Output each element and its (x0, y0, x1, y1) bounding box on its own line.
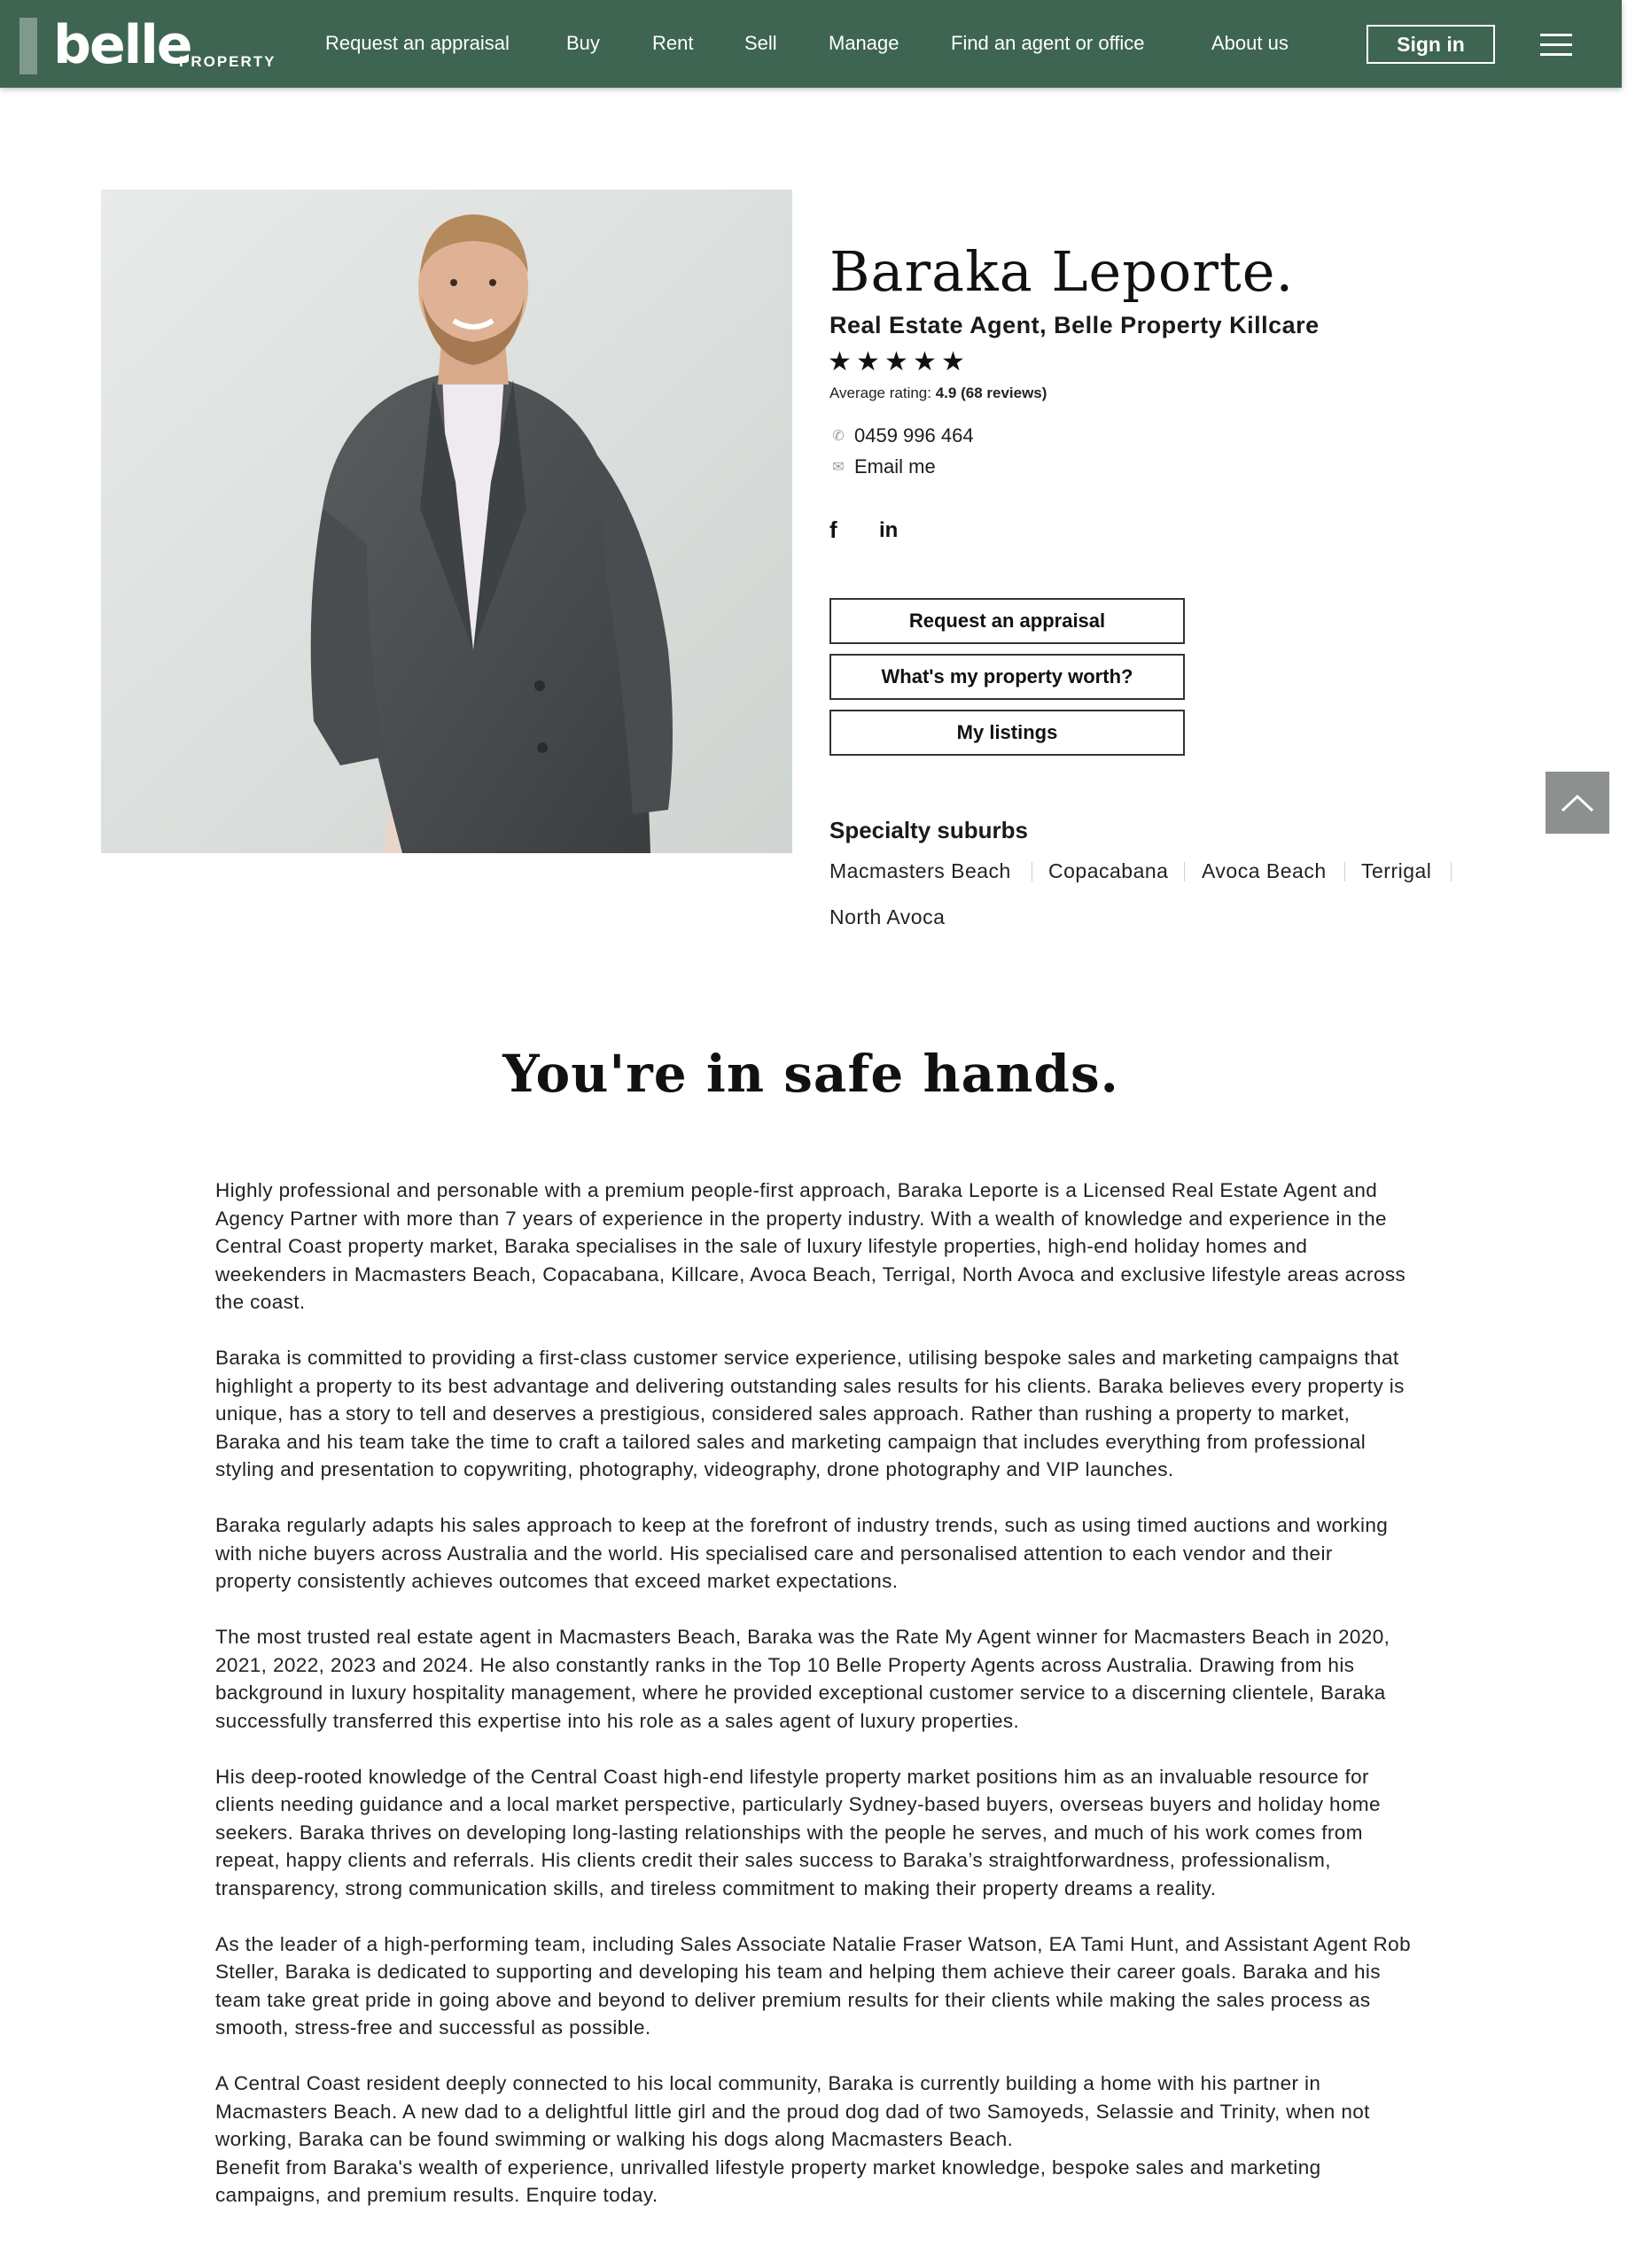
my-listings-button[interactable]: My listings (829, 710, 1185, 756)
phone-number[interactable]: 0459 996 464 (854, 424, 974, 447)
rating-label: Average rating: (829, 384, 931, 401)
nav-sell[interactable]: Sell (744, 32, 777, 54)
email-link[interactable]: Email me (854, 455, 936, 478)
bio-paragraph: The most trusted real estate agent in Macmasters Beach, Baraka was the Rate My Agent winner for Macmasters Beach in 2020, 2021, 2022, 2023 and 2024. He also constantly ranks in the Top 10 Belle Property Agents across Australia. Drawing from his background in luxury hospitality management, where he provided exceptional customer service to a discerning clientele, Baraka successfully transferred this expertise into his role as a sales agent of luxury properties. (215, 1626, 1390, 1732)
suburb-link[interactable]: Macmasters Beach (829, 859, 1011, 882)
specialty-suburbs-title: Specialty suburbs (829, 817, 1028, 843)
agent-name: Baraka Leporte. (829, 239, 1295, 304)
phone-icon: ✆ (832, 429, 845, 444)
divider (1344, 862, 1345, 882)
agent-role: Real Estate Agent, Belle Property Killcare (829, 312, 1320, 338)
bio-paragraph: His deep-rooted knowledge of the Central Coast high-end lifestyle property market positions him as an invaluable resource for clients needing guidance and a local market perspective, particularly Sydney-based buyers, overseas buyers and holiday home seekers. Baraka thrives on developing long-lasting relationships with the people he serves, and much of his work comes from repeat, happy clients and referrals. His clients credit their sales success to Baraka’s straightforwardness, professionalism, transparency, strong communication skills, and tireless commitment to making their property dreams a reality. (215, 1765, 1381, 1899)
section-headline: You're in safe hands. (502, 1044, 1119, 1104)
bio-paragraph: Baraka is committed to providing a first-class customer service experience, utilising bespoke sales and marketing campaigns that highlight a property to its best advantage and delivering outstanding sales results for his clients. Baraka believes every property is unique, has a story to tell and deserves a prestigious, considered sales approach. Rather than rushing a property to market, Baraka and his team take the time to craft a tailored sales and marketing campaign that includes everything from professional styling and presentation to copywriting, photography, videography, drone photography and VIP launches. (215, 1347, 1405, 1480)
star-icon: ★ (856, 347, 880, 377)
logo[interactable]: belle (53, 14, 191, 76)
suburb-link[interactable]: Copacabana (1048, 859, 1169, 882)
logo-subtitle[interactable]: PROPERTY (179, 53, 276, 70)
star-icon: ★ (884, 347, 908, 377)
agent-portrait-illustration (101, 190, 792, 853)
star-icon: ★ (941, 347, 965, 377)
site-header (0, 0, 1622, 88)
nav-rent[interactable]: Rent (652, 32, 694, 54)
email-contact[interactable] (829, 455, 936, 478)
phone-contact[interactable] (829, 424, 974, 447)
facebook-icon[interactable]: f (829, 517, 837, 543)
nav-buy[interactable]: Buy (566, 32, 600, 54)
sign-in-button[interactable]: Sign in (1367, 25, 1495, 64)
rating-stars (828, 349, 968, 376)
bio-paragraph: As the leader of a high-performing team, including Sales Associate Natalie Fraser Watson, EA Tami Hunt, and Assistant Agent Rob Steller, Baraka is dedicated to supporting and developing his team and helping them achieve their career goals. Baraka and his team take great pride in going above and beyond to deliver premium results for their clients while making the sales process as smooth, stress-free and successful as possible. (215, 1932, 1411, 2039)
linkedin-icon[interactable]: in (879, 518, 899, 542)
suburb-link[interactable]: Terrigal (1361, 859, 1432, 882)
agent-photo (101, 190, 792, 853)
divider (1451, 862, 1452, 882)
envelope-icon: ✉ (832, 460, 845, 475)
nav-request-appraisal[interactable]: Request an appraisal (325, 32, 510, 54)
bio-paragraph: Baraka regularly adapts his sales approach to keep at the forefront of industry trends, such as using timed auctions and working with niche buyers across Australia and the world. His specialised care and personalised attention to each vendor and their property consistently achieves outcomes that exceed market expectations. (215, 1514, 1389, 1592)
bio-paragraph: A Central Coast resident deeply connected to his local community, Baraka is currently building a home with his partner in Macmasters Beach. A new dad to a delightful little girl and the proud dog dad of two Samoyeds, Selassie and Trinity, when not working, Baraka can be found swimming or walking his dogs along Macmasters Beach. (215, 2072, 1370, 2150)
divider (1184, 862, 1185, 882)
logo-mark[interactable] (19, 18, 37, 74)
request-appraisal-button[interactable]: Request an appraisal (829, 598, 1185, 644)
bio-paragraph: Highly professional and personable with a premium people-first approach, Baraka Leporte is a Licensed Real Estate Agent and Agency Partner with more than 7 years of experience in the property industry. With a wealth of knowledge and experience in the Central Coast property market, Baraka specialises in the sale of luxury lifestyle properties, high-end holiday homes and weekenders in Macmasters Beach, Copacabana, Killcare, Avoca Beach, Terrigal, North Avoca and exclusive lifestyle areas across the coast. (215, 1179, 1406, 1313)
chevron-up-icon (1560, 792, 1595, 813)
star-icon: ★ (828, 347, 852, 377)
suburb-link[interactable]: North Avoca (829, 905, 946, 928)
menu-icon[interactable] (1540, 34, 1572, 57)
property-worth-button[interactable]: What's my property worth? (829, 654, 1185, 700)
suburb-link[interactable]: Avoca Beach (1202, 859, 1327, 882)
agent-bio (215, 1177, 1413, 2210)
average-rating (829, 384, 1047, 402)
nav-about[interactable]: About us (1211, 32, 1289, 54)
rating-value: 4.9 (68 reviews) (935, 384, 1047, 401)
bio-paragraph: Benefit from Baraka's wealth of experience, unrivalled lifestyle property market knowledge, bespoke sales and marketing campaigns, and premium results. Enquire today. (215, 2155, 1321, 2206)
nav-manage[interactable]: Manage (829, 32, 899, 54)
star-icon: ★ (913, 347, 937, 377)
nav-find-agent[interactable]: Find an agent or office (951, 32, 1145, 54)
back-to-top-button[interactable] (1546, 772, 1609, 834)
